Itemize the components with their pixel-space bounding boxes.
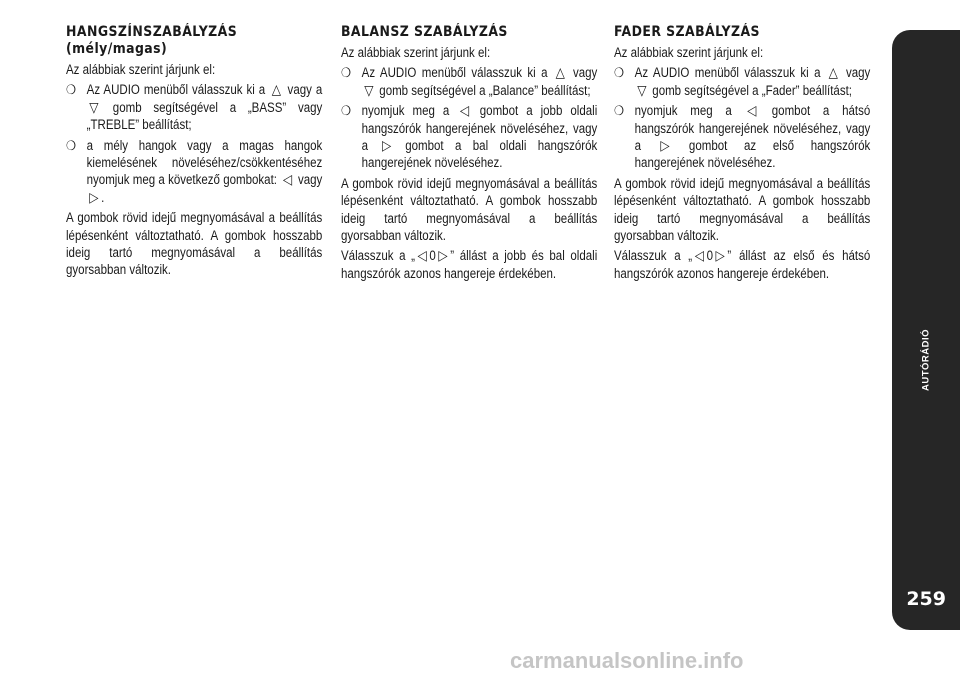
down-arrow-icon: ▽	[364, 81, 374, 98]
left-arrow-icon: ◁	[282, 171, 293, 188]
text-span: Válasszuk a „	[614, 248, 693, 264]
left-arrow-icon: ◁	[747, 102, 757, 119]
text-span: a mély hangok vagy a magas hangok kiemelésének növeléséhez/csökkentéséhez nyomjuk meg a következő gombokat:	[86, 137, 323, 188]
text-span: gomb segítségével a „BASS” vagy „TREBLE” beállítást;	[86, 99, 323, 133]
text-span: gombot a bal oldali hangszórók hangerejének növeléséhez.	[361, 138, 598, 171]
left-arrow-icon: ◁	[417, 247, 427, 264]
section-title-fader: FADER SZABÁLYZÁS	[614, 24, 760, 40]
chapter-label: AUTÓRÁDIÓ	[920, 328, 932, 392]
text-span: gombot a hátsó hangszórók hangerejének növeléséhez, vagy a	[634, 103, 871, 154]
up-arrow-icon: △	[271, 81, 282, 98]
body-paragraph: A gombok rövid idejű megnyomásával a beállítás lépésenként változtatható. A gombok hosszabb ideig tartó megnyomásával a beállítás gyorsabban változik.	[614, 175, 871, 244]
column-tone-control	[66, 24, 322, 282]
intro-text: Az alábbiak szerint járjunk el:	[341, 45, 491, 60]
column-balance-control	[341, 24, 597, 285]
left-arrow-icon: ◁	[459, 102, 470, 119]
right-arrow-icon: ▷	[438, 247, 448, 264]
intro-text: Az alábbiak szerint járjunk el:	[614, 45, 764, 60]
bullet-icon: ❍	[341, 65, 352, 81]
text-span: gomb segítségével a „Fader” beállítást;	[652, 82, 853, 98]
up-arrow-icon: △	[828, 64, 838, 81]
bullet-icon: ❍	[341, 103, 352, 119]
text-span: ” állást az első és hátsó hangszórók azonos hangereje érdekében.	[614, 248, 871, 281]
section-title-tone	[66, 24, 322, 58]
bullet-icon: ❍	[66, 137, 77, 153]
text-span: gomb segítségével a „Balance” beállítást;	[379, 82, 591, 98]
watermark: carmanualsonline.info	[510, 648, 744, 673]
body-paragraph	[614, 247, 870, 282]
right-arrow-icon: ▷	[715, 247, 725, 264]
text-span: 0	[429, 248, 436, 264]
list-item	[341, 102, 597, 172]
right-arrow-icon: ▷	[660, 137, 670, 154]
text-span: Válasszuk a „	[341, 248, 415, 264]
right-arrow-icon: ▷	[89, 188, 99, 205]
title-line: (mély/magas)	[66, 41, 168, 57]
list-item	[614, 102, 870, 172]
text-span: nyomjuk meg a	[634, 103, 732, 119]
text-span: vagy	[572, 65, 598, 81]
text-span: Az AUDIO menüből válasszuk ki a	[361, 65, 548, 81]
bullet-icon: ❍	[614, 65, 625, 81]
body-paragraph: A gombok rövid idejű megnyomásával a beállítás lépésenként változtatható. A gombok hosszabb ideig tartó megnyomásával a beállítás gyorsabban változik.	[66, 210, 323, 278]
down-arrow-icon: ▽	[89, 98, 99, 115]
text-span: vagy	[297, 172, 323, 188]
text-span: vagy a	[287, 82, 323, 98]
intro-text: Az alábbiak szerint járjunk el:	[66, 62, 216, 77]
text-span: .	[101, 189, 105, 205]
list-item	[66, 81, 322, 133]
section-title-balance: BALANSZ SZABÁLYZÁS	[341, 24, 508, 40]
text-span: 0	[706, 248, 713, 264]
text-span: vagy	[845, 65, 871, 81]
list-item	[341, 64, 597, 99]
column-fader-control	[614, 24, 870, 285]
bullet-icon: ❍	[66, 82, 77, 98]
list-item	[66, 137, 322, 207]
text-span: gombot a jobb oldali hangszórók hangerejének növeléséhez, vagy a	[361, 103, 598, 154]
title-line: HANGSZÍNSZABÁLYZÁS	[66, 24, 238, 40]
body-paragraph	[341, 247, 597, 282]
left-arrow-icon: ◁	[694, 247, 704, 264]
chapter-tab	[892, 30, 960, 630]
down-arrow-icon: ▽	[637, 81, 647, 98]
text-span: nyomjuk meg a	[361, 103, 450, 119]
bullet-icon: ❍	[614, 103, 625, 119]
text-span: Az AUDIO menüből válasszuk ki a	[634, 65, 821, 81]
text-span: Az AUDIO menüből válasszuk ki a	[86, 82, 266, 98]
right-arrow-icon: ▷	[381, 137, 392, 154]
list-item	[614, 64, 870, 99]
text-span: gombot az első hangszórók hangerejének növeléséhez.	[634, 138, 871, 171]
up-arrow-icon: △	[555, 64, 565, 81]
body-paragraph: A gombok rövid idejű megnyomásával a beállítás lépésenként változtatható. A gombok hosszabb ideig tartó megnyomásával a beállítás gyorsabban változik.	[341, 175, 598, 244]
text-span: ” állást a jobb és bal oldali hangszórók azonos hangereje érdekében.	[341, 248, 598, 281]
page-number: 259	[906, 588, 946, 610]
